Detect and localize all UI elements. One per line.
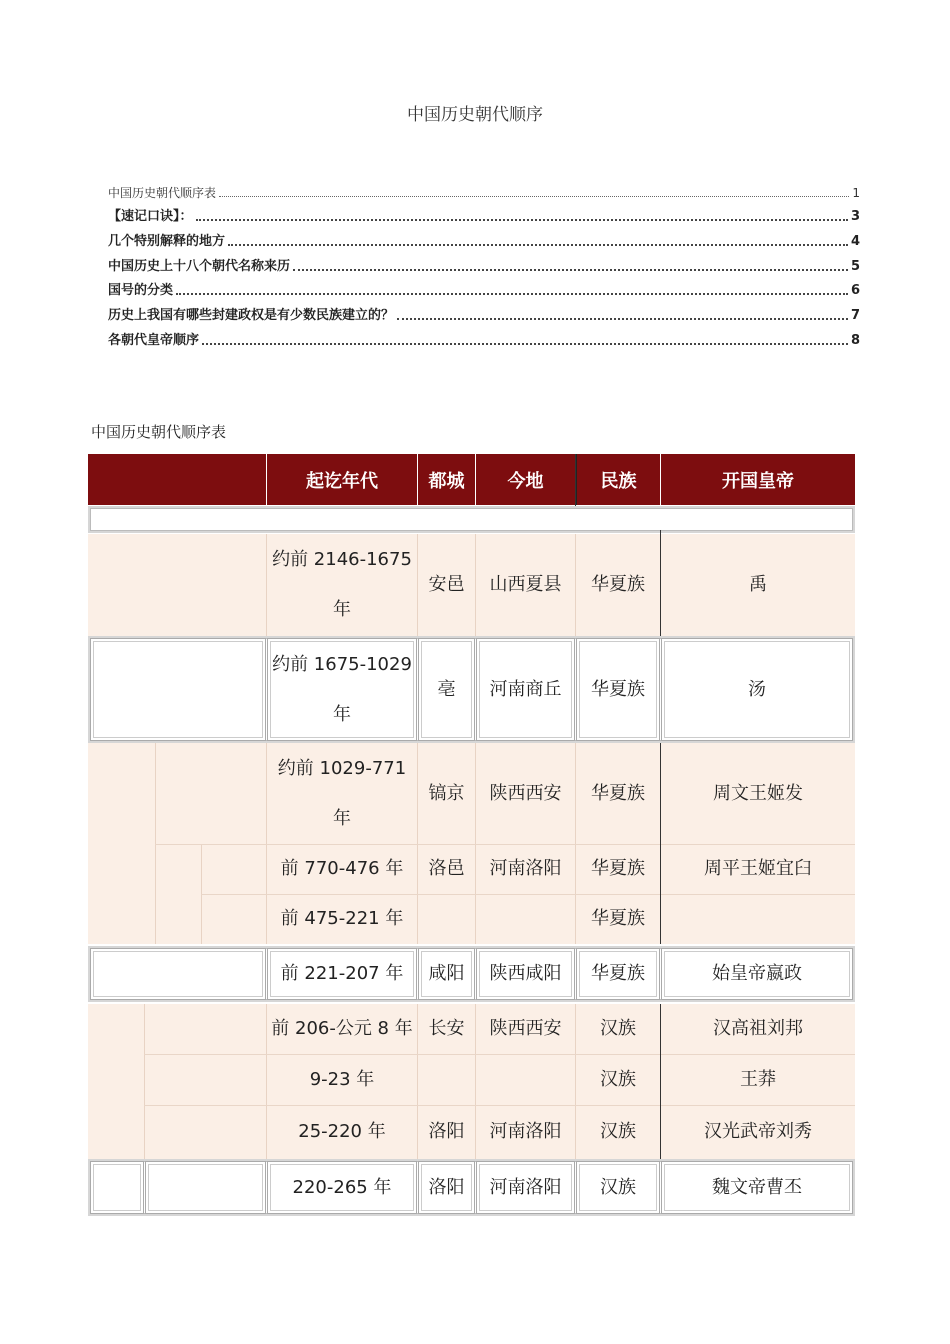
toc-entry[interactable] — [108, 176, 860, 201]
capital-text: 洛阳 — [428, 1176, 465, 1198]
founder-text: 汉高祖刘邦 — [713, 1018, 803, 1039]
header-capital: 都城 — [418, 454, 475, 505]
toc-page-number: 1 — [852, 185, 860, 200]
table-of-contents — [108, 176, 860, 349]
capital-text — [418, 1055, 475, 1105]
ethnicity-text: 华夏族 — [591, 574, 645, 595]
capital-text — [418, 894, 475, 944]
ethnicity-text: 汉族 — [600, 1121, 636, 1142]
toc-dot-leader — [202, 343, 848, 345]
capital-text: 亳 — [437, 678, 456, 700]
toc-entry-text: 历史上我国有哪些封建政权是有少数民族建立的？ — [108, 308, 395, 324]
years-text-line1: 约前 2146-1675 — [272, 549, 412, 570]
ethnicity-text: 华夏族 — [591, 678, 645, 700]
toc-entry[interactable] — [108, 324, 860, 349]
toc-entry-text: 几个特别解释的地方 — [108, 234, 226, 250]
modern-location-text: 河南洛阳 — [489, 858, 562, 879]
years-text: 前 770-476 年 — [280, 858, 404, 879]
ethnicity-text: 华夏族 — [591, 963, 645, 984]
ethnicity-text: 华夏族 — [591, 858, 645, 879]
ethnicity-text: 汉族 — [600, 1176, 636, 1198]
toc-page-number: 6 — [850, 283, 860, 299]
section-heading: 中国历史朝代顺序表 — [91, 423, 227, 441]
years-text: 25-220 年 — [298, 1121, 386, 1142]
toc-dot-leader — [196, 219, 848, 221]
modern-location-text: 河南洛阳 — [489, 1176, 562, 1198]
modern-location-text: 陕西咸阳 — [489, 963, 562, 984]
founder-text: 魏文帝曹丕 — [712, 1176, 802, 1198]
toc-entry-text: 中国历史上十八个朝代名称来历 — [108, 258, 291, 274]
ethnicity-text: 华夏族 — [591, 782, 645, 804]
toc-dot-leader — [228, 244, 848, 246]
ethnicity-text: 汉族 — [600, 1018, 636, 1039]
toc-dot-leader — [293, 269, 848, 271]
toc-entry[interactable] — [108, 201, 860, 226]
dynasty-cell — [90, 948, 266, 1000]
years-text-line1: 约前 1675-1029 — [272, 653, 412, 675]
spacer-row — [88, 506, 855, 533]
years-text: 220-265 年 — [292, 1176, 392, 1198]
modern-location-text: 山西夏县 — [489, 574, 562, 595]
years-text: 前 206-公元 8 年 — [271, 1018, 413, 1039]
years-text-line2: 年 — [333, 807, 351, 829]
header-dynasty-cell — [88, 454, 266, 505]
ethnicity-text: 汉族 — [600, 1069, 636, 1090]
toc-entry[interactable] — [108, 275, 860, 300]
years-cell — [267, 534, 417, 636]
toc-entry[interactable] — [108, 225, 860, 250]
years-cell — [267, 638, 417, 741]
years-text-line2: 年 — [333, 703, 351, 725]
capital-text: 安邑 — [428, 574, 465, 595]
toc-page-number: 8 — [850, 332, 860, 348]
founder-text: 汉光武帝刘秀 — [704, 1121, 812, 1142]
toc-page-number: 3 — [850, 209, 860, 225]
modern-location-text: 陕西西安 — [489, 782, 562, 804]
column-rule — [575, 454, 576, 506]
capital-text: 洛阳 — [428, 1121, 465, 1142]
ethnicity-text: 华夏族 — [591, 908, 645, 929]
capital-text: 长安 — [428, 1018, 465, 1039]
toc-entry[interactable] — [108, 250, 860, 275]
modern-location-text — [476, 894, 575, 944]
modern-location-text — [476, 1055, 575, 1105]
toc-page-number: 4 — [850, 234, 860, 250]
founder-text: 始皇帝嬴政 — [712, 963, 802, 984]
capital-text: 镐京 — [428, 782, 465, 804]
grid-line — [144, 1004, 145, 1159]
dynasty-cell — [145, 1161, 266, 1214]
header-founder: 开国皇帝 — [661, 454, 855, 505]
toc-dot-leader — [176, 293, 848, 295]
modern-location-text: 河南洛阳 — [489, 1121, 562, 1142]
modern-location-text: 河南商丘 — [489, 678, 562, 700]
years-cell — [267, 743, 417, 844]
dynasty-cell — [90, 1161, 144, 1214]
years-text: 前 475-221 年 — [280, 908, 404, 929]
capital-text: 咸阳 — [428, 963, 465, 984]
years-text-line1: 约前 1029-771 — [277, 757, 407, 779]
document-title: 中国历史朝代顺序 — [407, 105, 543, 125]
founder-text: 周文王姬发 — [713, 782, 803, 804]
years-text-line2: 年 — [333, 599, 351, 620]
toc-entry-text: 中国历史朝代顺序表 — [108, 185, 217, 200]
toc-dot-leader — [397, 318, 848, 320]
founder-text: 周平王姬宜臼 — [704, 858, 812, 879]
founder-text: 王莽 — [740, 1069, 776, 1090]
years-text: 9-23 年 — [309, 1069, 375, 1090]
toc-entry-text: 国号的分类 — [108, 283, 174, 299]
founder-text: 汤 — [748, 678, 766, 700]
header-years: 起讫年代 — [267, 454, 417, 505]
dynasty-table — [88, 454, 855, 1216]
header-modern-location: 今地 — [476, 454, 575, 505]
modern-location-text: 陕西西安 — [489, 1018, 562, 1039]
founder-text — [661, 894, 855, 944]
toc-entry[interactable] — [108, 299, 860, 324]
header-ethnicity: 民族 — [576, 454, 660, 505]
capital-text: 洛邑 — [428, 858, 465, 879]
dynasty-cell — [90, 638, 266, 741]
years-text: 前 221-207 年 — [280, 963, 404, 984]
toc-page-number: 5 — [850, 258, 860, 274]
toc-dot-leader — [219, 196, 849, 197]
toc-entry-text: 各朝代皇帝顺序 — [108, 332, 200, 348]
toc-entry-text: 【速记口诀】： — [108, 209, 193, 225]
toc-page-number: 7 — [850, 308, 860, 324]
founder-text: 禹 — [749, 574, 767, 595]
